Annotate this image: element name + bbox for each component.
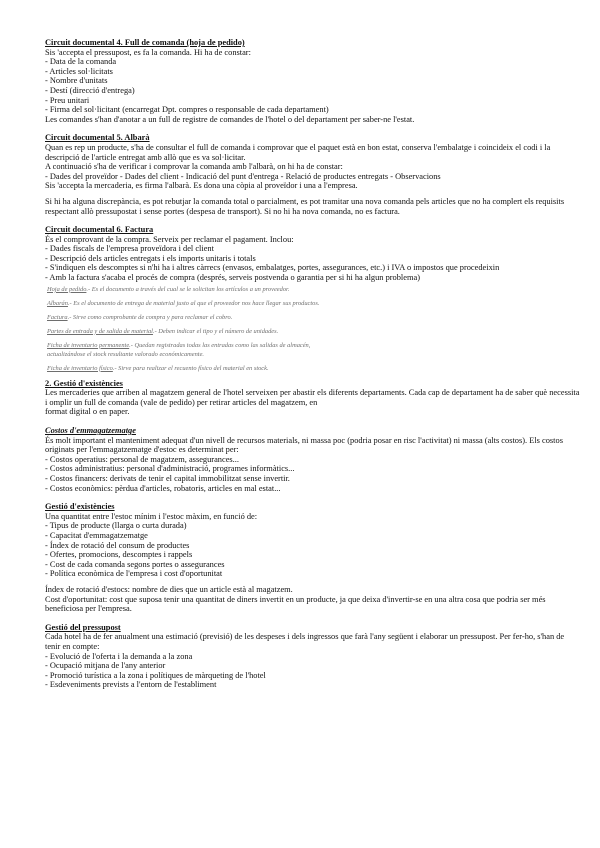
bullet-list [45, 652, 580, 690]
paragraph: Quan es rep un producte, s'ha de consultar el full de comanda i comprovar que el paquet està en bon estat, conserva l'embalatge i coincideix el codi i la descripció de l'article entregat amb allò que es va sol·licitar. [45, 142, 551, 162]
scan-row: Factura.- Sirve como comprobante de compra y para reclamar el cobro. [47, 313, 233, 321]
scan-row: Ficha de inventario físico.- Sirve para realizar el recuento físico del material en stock. [47, 364, 269, 372]
paragraph: Cost d'oportunitat: cost que suposa tenir una quantitat de diners invertit en un producte, ja que deixa d'invertir-se en una altra cosa que podria ser més beneficiosa per l'empresa. [45, 594, 546, 614]
list-item: - Amb la factura s'acaba el procés de compra (després, serveis postvenda o garantia per si hi ha algun problema) [45, 273, 420, 283]
paragraph: Índex de rotació d'estocs: nombre de dies que un article està al magatzem. [45, 584, 293, 594]
section-title: Circuit documental 4. Full de comanda (hoja de pedido) [45, 38, 245, 47]
list-item: - Evolució de l'oferta i la demanda a la zona [45, 651, 193, 661]
paragraph: Cada hotel ha de fer anualment una estimació (previsió) de les despeses i dels ingressos que farà l'any següent i elaborar un pressupost. Per fer-ho, s'han de tenir en compte: [45, 632, 565, 651]
scan-row: Hoja de pedido.- Es el documento a través del cual se le solicitan los artículos a un proveedor. [47, 285, 290, 293]
bullet-list [45, 455, 580, 493]
paragraph: Sis 'accepta la mercaderia, es firma l'albarà. Es dona una còpia al proveïdor i una a l'empresa. [45, 181, 358, 191]
section-gestio [45, 502, 580, 614]
section-title: Gestió d'existències [45, 502, 115, 512]
section-gestio-existencies [45, 379, 580, 417]
list-item: - Dades fiscals de l'empresa proveïdora i del client [45, 244, 214, 254]
list-item: - Costos financers: derivats de tenir el capital immobilitzat sense invertir. [45, 474, 290, 483]
list-item: - Costos operatius: personal de magatzem, assegurances... [45, 454, 239, 464]
list-item: - Política econòmica de l'empresa i cost d'oportunitat [45, 569, 223, 579]
scan-row: Ficha de inventario permanente.- Quedan registradas todas las entradas como las salidas de almacén, actualizándose el stock resultante valorado económicamente. [47, 341, 311, 358]
section-title: Gestió del pressupost [45, 622, 121, 632]
paragraph: Les mercaderies que arriben al magatzem general de l'hotel serveixen per abastir els diferents departaments. Cada cap de departament ha de saber què necessita i omplir un full de comanda (vale de pedido) per retirar articles del magatzem, en [45, 388, 580, 407]
paragraph: Les comandes s'han d'anotar a un full de registre de comandes de l'hotel o del departament per saber-ne l'estat. [45, 114, 415, 124]
bullet-list [45, 57, 580, 115]
scan-row: Partes de entrada y de salida de material.- Deben indicar el tipo y el número de unidades. [47, 327, 279, 335]
section-title: Costos d'emmagatzematge [45, 426, 136, 436]
list-item: - Nombre d'unitats [45, 76, 108, 86]
list-item: - Destí (direcció d'entrega) [45, 85, 135, 95]
list-item: - Data de la comanda [45, 57, 117, 67]
paragraph: És el comprovant de la compra. Serveix per reclamar el pagament. Inclou: [45, 234, 294, 244]
list-item: - Tipus de producte (llarga o curta durada) [45, 521, 187, 531]
section-circuit-4 [45, 38, 580, 124]
list-item: - Articles sol·licitats [45, 66, 113, 76]
paragraph: A continuació s'ha de verificar i comprovar la comanda amb l'albarà, on hi ha de constar: [45, 162, 343, 172]
list-item: - Capacitat d'emmagatzematge [45, 530, 148, 540]
list-item: - Índex de rotació del consum de productes [45, 540, 190, 550]
section-costos [45, 426, 580, 493]
paragraph: Si hi ha alguna discrepància, es pot rebutjar la comanda total o parcialment, es pot tramitar una nova comanda pels articles que no ha complert els requisits respectant allò pressupostat i sense portes (despesa de transport). Si no hi ha nova comanda, no es factura. [45, 196, 565, 216]
list-item: - Ofertes, promocions, descomptes i rappels [45, 550, 193, 560]
bullet-list [45, 244, 580, 282]
paragraph: És molt important el manteniment adequat d'un nivell de recursos materials, ni massa poc (podria posar en risc l'activitat) ni massa (alts costos). Els costos originats per l'emmagatzematge d'estoc es determinat per: [45, 435, 563, 455]
list-item: - Costos econòmics: pèrdua d'articles, robatoris, articles en mal estat... [45, 483, 281, 493]
section-circuit-5 [45, 133, 580, 216]
list-item: - Preu unitari [45, 95, 90, 105]
section-title: Circuit documental 6. Factura [45, 225, 154, 235]
list-item: - S'indiquen els descomptes si n'hi ha i altres càrrecs (envasos, embalatges, portes, assegurances, etc.) i IVA o impostos que procedeixin [45, 263, 500, 273]
list-item: - Firma del sol·licitant (encarregat Dpt. compres o responsable de cada departament) [45, 105, 329, 115]
section-circuit-6 [45, 225, 580, 283]
paragraph: format digital o en paper. [45, 407, 130, 417]
paragraph: Una quantitat entre l'estoc mínim i l'estoc màxim, en funció de: [45, 511, 258, 521]
section-pressupost [45, 623, 580, 690]
document-page [45, 38, 580, 699]
list-item: - Costos administratius: personal d'administració, programes informàtics... [45, 464, 295, 474]
scan-row: Albarán.- Es el documento de entrega de material justo al que el proveedor nos hace llegar sus productos. [47, 299, 320, 307]
list-item: - Cost de cada comanda segons portes o assegurances [45, 559, 225, 569]
section-title: Circuit documental 5. Albarà [45, 133, 150, 143]
list-item: - Promoció turística a la zona i polítiques de màrqueting de l'hotel [45, 670, 266, 680]
list-item: - Ocupació mitjana de l'any anterior [45, 661, 166, 671]
section-title: 2. Gestió d'existències [45, 378, 123, 388]
paragraph: - Dades del proveïdor - Dades del client - Indicació del punt d'entrega - Relació de productes entregats - Observacions [45, 171, 441, 181]
list-item: - Esdeveniments prevists a l'entorn de l'establiment [45, 680, 217, 690]
scanned-excerpt [47, 285, 347, 373]
list-item: - Descripció dels articles entregats i els imports unitaris i totals [45, 253, 256, 263]
paragraph: Sis 'accepta el pressupost, es fa la comanda. Hi ha de constar: [45, 47, 251, 57]
bullet-list [45, 521, 580, 579]
